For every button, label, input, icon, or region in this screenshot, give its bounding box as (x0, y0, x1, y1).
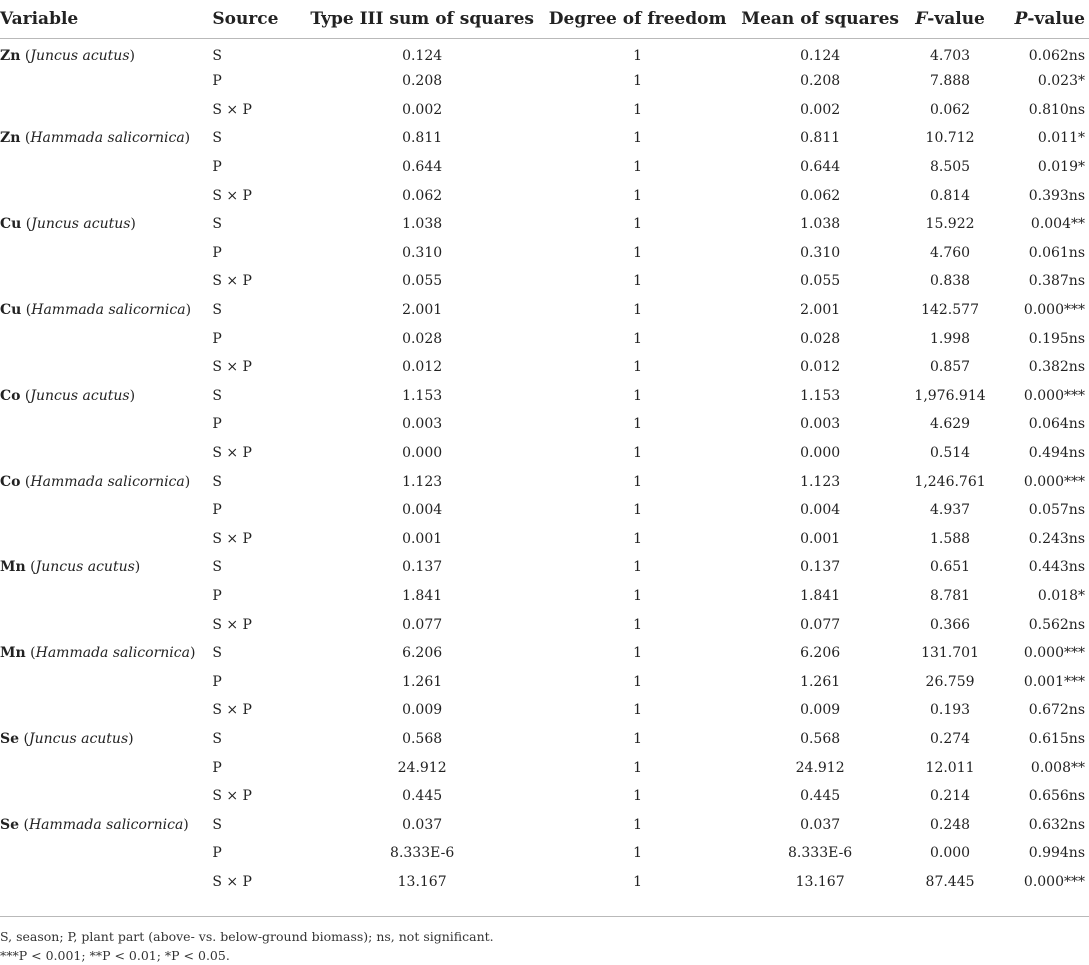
sum-of-squares-cell: 0.445 (402, 788, 443, 805)
mean-of-squares-cell: 0.012 (800, 359, 841, 376)
f-value-cell: 4.703 (929, 48, 971, 64)
f-value-cell: 142.577 (921, 302, 979, 319)
header-sum-of-squares: Type III sum of squares (310, 0, 534, 39)
p-value-cell: 0.632ns (1028, 816, 1085, 833)
table-body (0, 39, 1089, 897)
degree-of-freedom-cell: 1 (633, 416, 643, 433)
sum-of-squares-cell: 0.644 (402, 159, 443, 176)
table-row (0, 39, 1089, 68)
header-f-letter: F (915, 9, 928, 29)
table-row (0, 810, 1089, 839)
table-row (0, 153, 1089, 182)
source-cell: S (212, 387, 222, 404)
table-row (0, 725, 1089, 754)
degree-of-freedom-cell: 1 (633, 816, 643, 833)
mean-of-squares-cell: 6.206 (800, 645, 841, 662)
f-value-cell: 0.857 (929, 359, 971, 376)
p-value-cell: 0.023* (1037, 73, 1085, 90)
table-row (0, 525, 1089, 554)
table-row (0, 696, 1089, 725)
variable-cell (0, 753, 212, 782)
paren: ) (128, 730, 134, 747)
variable-cell (0, 439, 212, 468)
variable-cell (0, 725, 212, 754)
element-symbol: Mn (0, 559, 26, 576)
mean-of-squares-cell: 0.000 (800, 445, 841, 462)
element-symbol: Se (0, 730, 20, 747)
footnote-p3: ***P < 0.001 (0, 948, 82, 963)
mean-of-squares-cell: 1.261 (800, 673, 841, 690)
degree-of-freedom-cell: 1 (633, 730, 643, 747)
header-f-suffix: -value (927, 9, 985, 29)
sum-of-squares-cell: 0.055 (402, 273, 443, 290)
p-value-cell: 0.004** (1030, 216, 1085, 233)
paren: ( (21, 302, 32, 319)
table-row (0, 267, 1089, 296)
f-value-cell: 8.781 (929, 587, 971, 604)
variable-cell (0, 39, 212, 68)
source-cell: S (212, 216, 222, 233)
p-value-cell: 0.061ns (1028, 244, 1085, 261)
table-row (0, 839, 1089, 868)
table-row (0, 296, 1089, 325)
header-p-value (1001, 0, 1089, 39)
variable-cell (0, 296, 212, 325)
paren: ( (25, 559, 36, 576)
source-cell: S × P (212, 187, 252, 204)
degree-of-freedom-cell: 1 (633, 159, 643, 176)
p-value-cell: 0.243ns (1028, 530, 1085, 547)
species-name: Hammada salicornica (28, 816, 184, 833)
mean-of-squares-cell: 0.003 (800, 416, 841, 433)
source-cell: S (212, 48, 222, 64)
source-cell: S (212, 559, 222, 576)
table-row (0, 753, 1089, 782)
table-row (0, 782, 1089, 811)
table-row (0, 181, 1089, 210)
sum-of-squares-cell: 0.037 (402, 816, 443, 833)
p-value-cell: 0.000*** (1023, 645, 1085, 662)
table-row (0, 496, 1089, 525)
source-cell: S × P (212, 616, 252, 633)
f-value-cell: 0.838 (929, 273, 971, 290)
mean-of-squares-cell: 0.004 (800, 502, 841, 519)
footnote-significance: ***P < 0.001; **P < 0.01; *P < 0.05. (0, 948, 230, 963)
paren: ( (19, 730, 29, 747)
degree-of-freedom-cell: 1 (633, 530, 643, 547)
p-value-cell: 0.000*** (1023, 302, 1085, 319)
species-name: Juncus acutus (28, 730, 129, 747)
variable-cell (0, 868, 212, 897)
degree-of-freedom-cell: 1 (633, 187, 643, 204)
element-symbol: Cu (0, 216, 22, 233)
variable-cell (0, 124, 212, 153)
f-value-cell: 87.445 (925, 873, 975, 890)
mean-of-squares-cell: 0.028 (800, 330, 841, 347)
table-row (0, 96, 1089, 125)
variable-cell (0, 210, 212, 239)
sum-of-squares-cell: 1.841 (402, 587, 443, 604)
source-cell: P (212, 845, 222, 862)
table-row (0, 582, 1089, 611)
paren: ( (19, 816, 29, 833)
mean-of-squares-cell: 13.167 (795, 873, 845, 890)
f-value-cell: 7.888 (929, 73, 971, 90)
source-cell: S × P (212, 101, 252, 118)
sum-of-squares-cell: 8.333E-6 (390, 845, 455, 862)
table-row (0, 67, 1089, 96)
source-cell: S × P (212, 702, 252, 719)
table-row (0, 439, 1089, 468)
p-value-cell: 0.393ns (1028, 187, 1085, 204)
species-name: Hammada salicornica (35, 645, 190, 662)
table-row (0, 553, 1089, 582)
degree-of-freedom-cell: 1 (633, 244, 643, 261)
paren: ( (20, 130, 31, 147)
header-variable: Variable (0, 0, 212, 39)
degree-of-freedom-cell: 1 (633, 502, 643, 519)
p-value-cell: 0.195ns (1028, 330, 1085, 347)
degree-of-freedom-cell: 1 (633, 48, 643, 64)
variable-cell (0, 239, 212, 268)
source-cell: S (212, 816, 222, 833)
table-row (0, 410, 1089, 439)
element-symbol: Co (0, 473, 21, 490)
f-value-cell: 0.214 (929, 788, 971, 805)
p-value-cell: 0.000*** (1023, 387, 1085, 404)
degree-of-freedom-cell: 1 (633, 273, 643, 290)
variable-cell (0, 782, 212, 811)
sum-of-squares-cell: 1.123 (402, 473, 443, 490)
degree-of-freedom-cell: 1 (633, 873, 643, 890)
mean-of-squares-cell: 0.310 (800, 244, 841, 261)
table-row (0, 382, 1089, 411)
p-value-cell: 0.008** (1030, 759, 1085, 776)
variable-cell (0, 353, 212, 382)
source-cell: S (212, 130, 222, 147)
f-value-cell: 1.588 (929, 530, 971, 547)
source-cell: P (212, 416, 222, 433)
sum-of-squares-cell: 0.077 (402, 616, 443, 633)
variable-cell (0, 382, 212, 411)
mean-of-squares-cell: 0.062 (800, 187, 841, 204)
variable-cell (0, 525, 212, 554)
species-name: Juncus acutus (35, 559, 135, 576)
source-cell: S × P (212, 530, 252, 547)
element-symbol: Co (0, 387, 21, 404)
paren: ( (20, 473, 31, 490)
p-value-cell: 0.057ns (1028, 502, 1085, 519)
variable-cell (0, 696, 212, 725)
f-value-cell: 0.514 (929, 445, 971, 462)
mean-of-squares-cell: 8.333E-6 (788, 845, 853, 862)
p-value-cell: 0.656ns (1028, 788, 1085, 805)
degree-of-freedom-cell: 1 (633, 216, 643, 233)
f-value-cell: 12.011 (925, 759, 975, 776)
f-value-cell: 1,976.914 (914, 387, 986, 404)
sum-of-squares-cell: 24.912 (397, 759, 447, 776)
f-value-cell: 0.248 (929, 816, 971, 833)
sum-of-squares-cell: 0.062 (402, 187, 443, 204)
degree-of-freedom-cell: 1 (633, 330, 643, 347)
source-cell: P (212, 73, 222, 90)
f-value-cell: 4.760 (929, 244, 971, 261)
variable-cell (0, 667, 212, 696)
mean-of-squares-cell: 0.077 (800, 616, 841, 633)
degree-of-freedom-cell: 1 (633, 845, 643, 862)
f-value-cell: 15.922 (925, 216, 975, 233)
mean-of-squares-cell: 2.001 (800, 302, 841, 319)
sum-of-squares-cell: 0.001 (402, 530, 443, 547)
mean-of-squares-cell: 0.055 (800, 273, 841, 290)
f-value-cell: 1.998 (929, 330, 971, 347)
source-cell: P (212, 587, 222, 604)
mean-of-squares-cell: 1.153 (800, 387, 841, 404)
sum-of-squares-cell: 0.000 (402, 445, 443, 462)
mean-of-squares-cell: 1.841 (800, 587, 841, 604)
paren: ) (183, 816, 189, 833)
p-value-cell: 0.001*** (1023, 673, 1085, 690)
degree-of-freedom-cell: 1 (633, 302, 643, 319)
f-value-cell: 0.651 (929, 559, 971, 576)
sum-of-squares-cell: 0.124 (402, 48, 443, 64)
variable-cell (0, 67, 212, 96)
degree-of-freedom-cell: 1 (633, 616, 643, 633)
header-p-suffix: -value (1027, 9, 1085, 29)
sum-of-squares-cell: 0.004 (402, 502, 443, 519)
source-cell: S (212, 473, 222, 490)
variable-cell (0, 410, 212, 439)
sum-of-squares-cell: 0.012 (402, 359, 443, 376)
degree-of-freedom-cell: 1 (633, 359, 643, 376)
f-value-cell: 0.000 (929, 845, 971, 862)
paren: ) (134, 559, 141, 576)
degree-of-freedom-cell: 1 (633, 473, 643, 490)
degree-of-freedom-cell: 1 (633, 130, 643, 147)
source-cell: S × P (212, 273, 252, 290)
element-symbol: Se (0, 816, 20, 833)
mean-of-squares-cell: 0.009 (800, 702, 841, 719)
mean-of-squares-cell: 24.912 (795, 759, 845, 776)
table-row (0, 324, 1089, 353)
f-value-cell: 0.814 (929, 187, 971, 204)
mean-of-squares-cell: 0.568 (800, 730, 841, 747)
footnote-p1: *P < 0.05. (164, 948, 230, 963)
mean-of-squares-cell: 1.038 (800, 216, 841, 233)
f-value-cell: 26.759 (925, 673, 975, 690)
variable-cell (0, 582, 212, 611)
degree-of-freedom-cell: 1 (633, 587, 643, 604)
p-value-cell: 0.615ns (1028, 730, 1085, 747)
p-value-cell: 0.443ns (1028, 559, 1085, 576)
mean-of-squares-cell: 0.445 (800, 788, 841, 805)
degree-of-freedom-cell: 1 (633, 559, 643, 576)
variable-cell (0, 96, 212, 125)
sum-of-squares-cell: 1.038 (402, 216, 443, 233)
footnote-abbreviations: S, season; P, plant part (above- vs. below-ground biomass); ns, not significant. (0, 929, 494, 944)
paren: ) (129, 48, 135, 64)
p-value-cell: 0.382ns (1028, 359, 1085, 376)
p-value-cell: 0.064ns (1028, 416, 1085, 433)
species-name: Juncus acutus (30, 387, 130, 404)
mean-of-squares-cell: 0.002 (800, 101, 841, 118)
p-value-cell: 0.000*** (1023, 873, 1085, 890)
p-value-cell: 0.018* (1037, 587, 1085, 604)
species-name: Hammada salicornica (30, 130, 185, 147)
paren: ( (20, 387, 31, 404)
source-cell: P (212, 759, 222, 776)
f-value-cell: 8.505 (929, 159, 971, 176)
header-degree-of-freedom: Degree of freedom (534, 0, 741, 39)
f-value-cell: 0.274 (929, 730, 971, 747)
mean-of-squares-cell: 0.137 (800, 559, 841, 576)
species-name: Juncus acutus (31, 216, 131, 233)
species-name: Hammada salicornica (31, 302, 186, 319)
table-bottom-rule (0, 916, 1089, 917)
table-row (0, 124, 1089, 153)
paren: ) (129, 387, 136, 404)
mean-of-squares-cell: 0.124 (800, 48, 841, 64)
variable-cell (0, 267, 212, 296)
sum-of-squares-cell: 0.003 (402, 416, 443, 433)
f-value-cell: 0.193 (929, 702, 971, 719)
source-cell: S × P (212, 873, 252, 890)
f-value-cell: 10.712 (925, 130, 975, 147)
degree-of-freedom-cell: 1 (633, 645, 643, 662)
sum-of-squares-cell: 1.153 (402, 387, 443, 404)
paren: ) (184, 130, 191, 147)
sum-of-squares-cell: 0.028 (402, 330, 443, 347)
degree-of-freedom-cell: 1 (633, 101, 643, 118)
variable-cell (0, 324, 212, 353)
p-value-cell: 0.019* (1037, 159, 1085, 176)
paren: ( (25, 645, 36, 662)
variable-cell (0, 153, 212, 182)
element-symbol: Cu (0, 302, 22, 319)
degree-of-freedom-cell: 1 (633, 759, 643, 776)
degree-of-freedom-cell: 1 (633, 673, 643, 690)
header-mean-of-squares: Mean of squares (741, 0, 899, 39)
mean-of-squares-cell: 0.644 (800, 159, 841, 176)
header-source: Source (212, 0, 310, 39)
source-cell: S × P (212, 359, 252, 376)
table-row (0, 239, 1089, 268)
source-cell: P (212, 159, 222, 176)
mean-of-squares-cell: 0.037 (800, 816, 841, 833)
p-value-cell: 0.494ns (1028, 445, 1085, 462)
source-cell: S × P (212, 445, 252, 462)
variable-cell (0, 839, 212, 868)
source-cell: S × P (212, 788, 252, 805)
source-cell: P (212, 244, 222, 261)
sum-of-squares-cell: 0.009 (402, 702, 443, 719)
source-cell: S (212, 730, 222, 747)
footnote-p2: **P < 0.01 (89, 948, 157, 963)
f-value-cell: 4.629 (929, 416, 971, 433)
sum-of-squares-cell: 1.261 (402, 673, 443, 690)
variable-cell (0, 610, 212, 639)
source-cell: P (212, 673, 222, 690)
species-name: Juncus acutus (30, 48, 130, 64)
source-cell: S (212, 645, 222, 662)
paren: ) (189, 645, 196, 662)
variable-cell (0, 496, 212, 525)
paren: ) (184, 473, 191, 490)
table-row (0, 467, 1089, 496)
variable-cell (0, 467, 212, 496)
header-f-value (899, 0, 1001, 39)
element-symbol: Zn (0, 130, 21, 147)
degree-of-freedom-cell: 1 (633, 387, 643, 404)
variable-cell (0, 810, 212, 839)
sum-of-squares-cell: 0.137 (402, 559, 443, 576)
source-cell: P (212, 330, 222, 347)
p-value-cell: 0.011* (1037, 130, 1085, 147)
table-row (0, 667, 1089, 696)
f-value-cell: 1,246.761 (914, 473, 986, 490)
mean-of-squares-cell: 0.001 (800, 530, 841, 547)
f-value-cell: 0.366 (929, 616, 971, 633)
header-row (0, 0, 1089, 39)
p-value-cell: 0.062ns (1028, 48, 1085, 64)
sum-of-squares-cell: 0.811 (402, 130, 443, 147)
f-value-cell: 4.937 (929, 502, 971, 519)
element-symbol: Mn (0, 645, 26, 662)
p-value-cell: 0.000*** (1023, 473, 1085, 490)
p-value-cell: 0.672ns (1028, 702, 1085, 719)
sum-of-squares-cell: 2.001 (402, 302, 443, 319)
f-value-cell: 131.701 (921, 645, 979, 662)
f-value-cell: 0.062 (929, 101, 971, 118)
sum-of-squares-cell: 0.208 (402, 73, 443, 90)
paren: ( (21, 216, 32, 233)
species-name: Hammada salicornica (30, 473, 185, 490)
p-value-cell: 0.562ns (1028, 616, 1085, 633)
paren: ( (20, 48, 31, 64)
p-value-cell: 0.387ns (1028, 273, 1085, 290)
sum-of-squares-cell: 13.167 (397, 873, 447, 890)
variable-cell (0, 639, 212, 668)
sum-of-squares-cell: 0.002 (402, 101, 443, 118)
degree-of-freedom-cell: 1 (633, 445, 643, 462)
sum-of-squares-cell: 6.206 (402, 645, 443, 662)
sum-of-squares-cell: 0.568 (402, 730, 443, 747)
degree-of-freedom-cell: 1 (633, 788, 643, 805)
table-row (0, 868, 1089, 897)
variable-cell (0, 553, 212, 582)
table-row (0, 610, 1089, 639)
p-value-cell: 0.994ns (1028, 845, 1085, 862)
mean-of-squares-cell: 1.123 (800, 473, 841, 490)
header-p-letter: P (1014, 9, 1028, 29)
table-row (0, 210, 1089, 239)
degree-of-freedom-cell: 1 (633, 73, 643, 90)
mean-of-squares-cell: 0.811 (800, 130, 841, 147)
element-symbol: Zn (0, 48, 21, 64)
paren: ) (130, 216, 136, 233)
source-cell: S (212, 302, 222, 319)
sum-of-squares-cell: 0.310 (402, 244, 443, 261)
p-value-cell: 0.810ns (1028, 101, 1085, 118)
source-cell: P (212, 502, 222, 519)
variable-cell (0, 181, 212, 210)
mean-of-squares-cell: 0.208 (800, 73, 841, 90)
paren: ) (185, 302, 192, 319)
table-row (0, 353, 1089, 382)
table-row (0, 639, 1089, 668)
degree-of-freedom-cell: 1 (633, 702, 643, 719)
